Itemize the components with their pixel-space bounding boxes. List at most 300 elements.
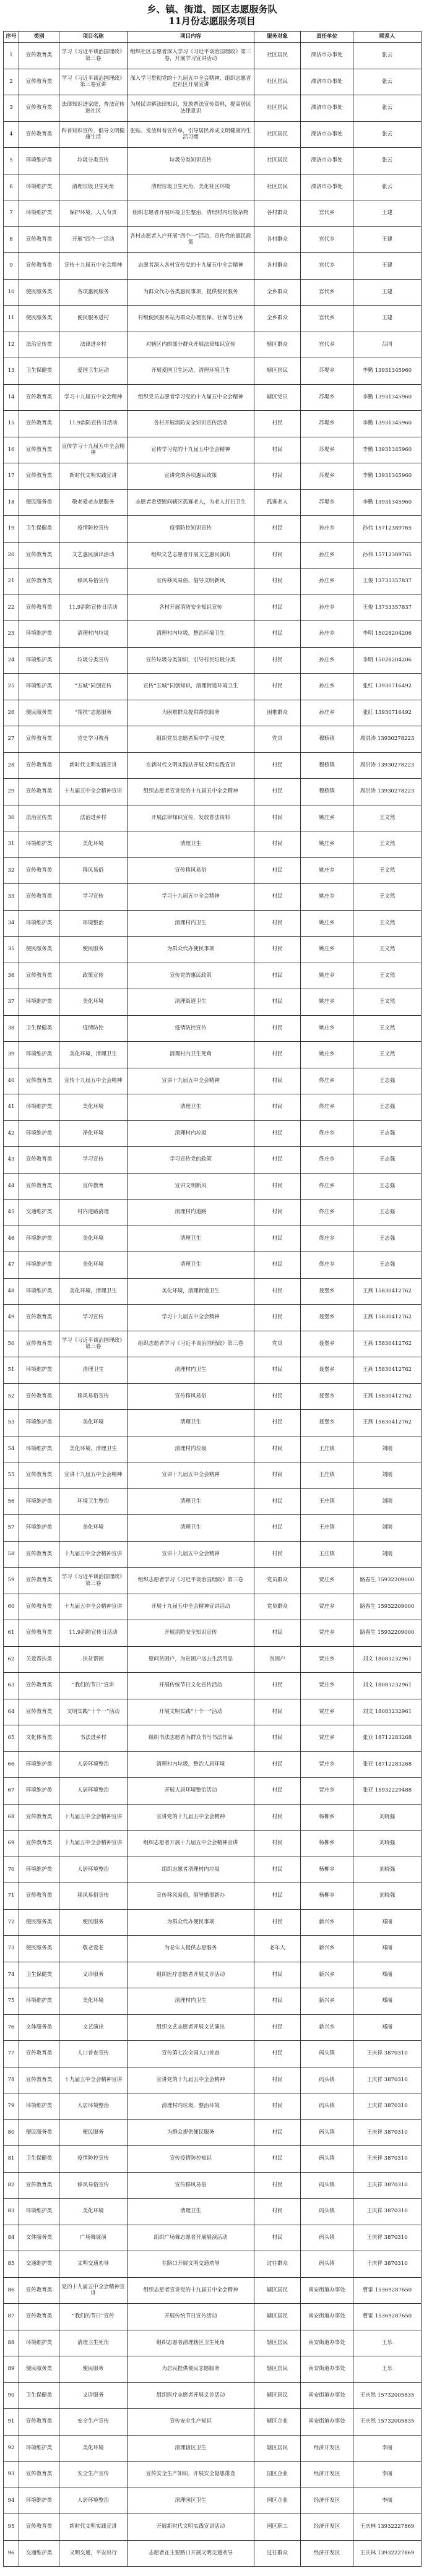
cell-project-content: 学习十九届五中全会精神 bbox=[128, 884, 254, 911]
cell-project-name: 文艺演出 bbox=[59, 2014, 128, 2041]
cell-responsible-unit: 宫代乡 bbox=[301, 332, 353, 358]
cell-seq: 4 bbox=[4, 121, 19, 148]
cell-project-content: 为居民提供便民志愿服务 bbox=[128, 2356, 254, 2383]
cell-service-target: 孤寡老人 bbox=[254, 489, 301, 516]
cell-contact: 周洪涛 13930278223 bbox=[353, 726, 422, 753]
cell-service-target: 党员 bbox=[254, 726, 301, 753]
cell-service-target: 村民 bbox=[254, 2172, 301, 2199]
cell-project-content: 宣传疫情防控知识 bbox=[128, 2146, 254, 2173]
cell-category: 宣传教育类 bbox=[19, 1305, 59, 1331]
cell-category: 环境维护类 bbox=[19, 1988, 59, 2015]
cell-contact: 王志强 bbox=[353, 1094, 422, 1121]
cell-seq: 74 bbox=[4, 1962, 19, 1988]
cell-project-content: 宣传安全生产知识 bbox=[128, 2409, 254, 2436]
table-row bbox=[4, 2462, 422, 2488]
table-row bbox=[4, 384, 422, 411]
cell-category: 文化体育类 bbox=[19, 1725, 59, 1752]
cell-responsible-unit: 宫代乡 bbox=[301, 200, 353, 227]
cell-contact: 王建 bbox=[353, 200, 422, 227]
cell-service-target: 村民 bbox=[254, 963, 301, 989]
table-row bbox=[4, 700, 422, 726]
cell-service-target: 村民 bbox=[254, 1120, 301, 1147]
cell-project-content: 清理卫生 bbox=[128, 1226, 254, 1252]
cell-contact: 张云 bbox=[353, 174, 422, 200]
table-row bbox=[4, 1646, 422, 1673]
table-row bbox=[4, 2251, 422, 2278]
cell-service-target: 村民 bbox=[254, 2146, 301, 2173]
cell-project-content: 清理辖区卫生 bbox=[128, 2435, 254, 2462]
table-row bbox=[4, 43, 422, 69]
cell-contact: 张红 13930716492 bbox=[353, 674, 422, 700]
cell-responsible-unit: 新兴乡 bbox=[301, 1936, 353, 1962]
cell-seq: 88 bbox=[4, 2330, 19, 2356]
cell-category: 宣传教育类 bbox=[19, 95, 59, 122]
cell-seq: 83 bbox=[4, 2199, 19, 2225]
cell-service-target: 辖区企业 bbox=[254, 2409, 301, 2436]
table-header bbox=[4, 32, 422, 43]
cell-project-name: 十九届五中全会精神宣讲 bbox=[59, 1804, 128, 1831]
cell-project-name: 学习《习近平谈治国理政》第三卷 bbox=[59, 1568, 128, 1594]
cell-project-content: 组织广场舞志愿者开展展演活动 bbox=[128, 2225, 254, 2251]
cell-project-name: 美化环境 bbox=[59, 1252, 128, 1279]
cell-contact: 刘文 18083232961 bbox=[353, 1673, 422, 1699]
table-row bbox=[4, 1751, 422, 1778]
cell-seq: 62 bbox=[4, 1646, 19, 1673]
cell-service-target: 村民 bbox=[254, 1252, 301, 1279]
cell-seq: 26 bbox=[4, 700, 19, 726]
cell-service-target: 辖区居民 bbox=[254, 2356, 301, 2383]
table-row bbox=[4, 1278, 422, 1305]
cell-project-name: 美化环境，清理卫生 bbox=[59, 1278, 128, 1305]
cell-project-content: 为群众代办便民事项 bbox=[128, 1909, 254, 1936]
cell-seq: 96 bbox=[4, 2540, 19, 2567]
table-row bbox=[4, 1804, 422, 1831]
cell-seq: 27 bbox=[4, 726, 19, 753]
cell-project-content: 志愿者在主要路口开展文明交通劝导 bbox=[128, 2540, 254, 2567]
cell-category: 宣传教育类 bbox=[19, 2462, 59, 2488]
table-row bbox=[4, 2041, 422, 2067]
cell-project-name: 十九届五中全会精神宣讲 bbox=[59, 1831, 128, 1857]
cell-project-name: “我们的节日”宣讲 bbox=[59, 1673, 128, 1699]
table-row bbox=[4, 2330, 422, 2356]
cell-contact: 王庆祥 3870310 bbox=[353, 2146, 422, 2173]
cell-seq: 46 bbox=[4, 1226, 19, 1252]
cell-project-content: 志愿者深入各村宣传党的十九届五中全会精神 bbox=[128, 253, 254, 280]
cell-responsible-unit: 经济开发区 bbox=[301, 2488, 353, 2514]
cell-project-name: 便民服务进村 bbox=[59, 306, 128, 332]
cell-contact: 路春生 15932209000 bbox=[353, 1594, 422, 1620]
cell-service-target: 党员群众 bbox=[254, 1568, 301, 1594]
cell-contact: 张亚 18712283268 bbox=[353, 1751, 422, 1778]
cell-service-target: 社区居民 bbox=[254, 121, 301, 148]
cell-category: 宣传教育类 bbox=[19, 1331, 59, 1357]
cell-project-name: 保护环境，人人有责 bbox=[59, 200, 128, 227]
cell-service-target: 园区企业 bbox=[254, 2488, 301, 2514]
cell-seq: 51 bbox=[4, 1357, 19, 1384]
cell-seq: 48 bbox=[4, 1278, 19, 1305]
cell-project-name: 环境整治 bbox=[59, 910, 128, 937]
cell-contact: 王庆林 13932227869 bbox=[353, 2514, 422, 2541]
cell-responsible-unit: 杨柳乡 bbox=[301, 1804, 353, 1831]
cell-project-name: 人口普查宣传 bbox=[59, 2041, 128, 2067]
table-row bbox=[4, 2277, 422, 2304]
cell-project-content: 组织志愿者学习《习近平谈治国理政》第三卷 bbox=[128, 1568, 254, 1594]
cell-project-content: 清理卫生 bbox=[128, 2199, 254, 2225]
cell-seq: 30 bbox=[4, 805, 19, 831]
cell-contact: 李明 15028204206 bbox=[353, 621, 422, 648]
cell-project-name: 文明实践“十个一”活动 bbox=[59, 1699, 128, 1725]
cell-project-name: 科普知识宣传，倡导文明健康生活 bbox=[59, 121, 128, 148]
cell-contact: 王俊 13733357837 bbox=[353, 569, 422, 595]
cell-responsible-unit: 贾庄乡 bbox=[301, 1751, 353, 1778]
cell-responsible-unit: 聂堡乡 bbox=[301, 1331, 353, 1357]
cell-contact: 刘晓强 bbox=[353, 1831, 422, 1857]
cell-project-content: 组织社区志愿者深入学习《习近平谈治国理政》第三卷，开展学习宣讲活动 bbox=[128, 43, 254, 69]
cell-category: 宣传教育类 bbox=[19, 884, 59, 911]
cell-project-content: 垃圾分类知识宣传 bbox=[128, 148, 254, 174]
cell-responsible-unit: 经济开发区 bbox=[301, 2435, 353, 2462]
cell-contact: 张云 bbox=[353, 69, 422, 95]
cell-project-content: 组织医疗志愿者开展义诊活动 bbox=[128, 1962, 254, 1988]
cell-project-content: 清理卫生 bbox=[128, 831, 254, 858]
cell-project-name: 11.9消防宣传日活动 bbox=[59, 1620, 128, 1647]
table-row bbox=[4, 1488, 422, 1515]
cell-contact: 张云 bbox=[353, 148, 422, 174]
cell-responsible-unit: 溧济市办事处 bbox=[301, 174, 353, 200]
table-row bbox=[4, 910, 422, 937]
cell-project-content: 组织医疗志愿者开展义诊活动 bbox=[128, 2382, 254, 2409]
cell-contact: 郑丽 bbox=[353, 1988, 422, 2015]
cell-seq: 17 bbox=[4, 463, 19, 490]
cell-category: 文体服务类 bbox=[19, 2225, 59, 2251]
table-body bbox=[4, 43, 422, 2567]
cell-project-name: 新时代文明实践宣讲 bbox=[59, 2514, 128, 2541]
table-row bbox=[4, 1410, 422, 1436]
cell-contact: 李丽 bbox=[353, 2462, 422, 2488]
table-row bbox=[4, 2304, 422, 2330]
cell-service-target: 村民 bbox=[254, 2119, 301, 2146]
cell-category: 环境维护类 bbox=[19, 1515, 59, 1542]
cell-project-name: 美化环境 bbox=[59, 1988, 128, 2015]
cell-category: 宣传教育类 bbox=[19, 463, 59, 490]
column-header-seq: 序号 bbox=[4, 32, 19, 43]
cell-category: 宣传教育类 bbox=[19, 384, 59, 411]
cell-project-content: 疫情防控知识宣传 bbox=[128, 516, 254, 543]
cell-category: 卫生保健类 bbox=[19, 516, 59, 543]
cell-responsible-unit: 码头镇 bbox=[301, 2067, 353, 2093]
cell-responsible-unit: 码头镇 bbox=[301, 2146, 353, 2173]
cell-project-content: 组织党员志愿者学习党的十九届五中全会精神 bbox=[128, 384, 254, 411]
cell-responsible-unit: 经济开发区 bbox=[301, 2514, 353, 2541]
cell-contact: 刘刚 bbox=[353, 1541, 422, 1568]
table-row bbox=[4, 2146, 422, 2173]
cell-service-target: 村民 bbox=[254, 1357, 301, 1384]
cell-project-name: 人居环境整治 bbox=[59, 1778, 128, 1805]
cell-project-name: 美化环境 bbox=[59, 831, 128, 858]
cell-seq: 34 bbox=[4, 910, 19, 937]
cell-category: 宣传教育类 bbox=[19, 1699, 59, 1725]
table-row bbox=[4, 726, 422, 753]
cell-responsible-unit: 南安街道办事处 bbox=[301, 2304, 353, 2330]
cell-responsible-unit: 码头镇 bbox=[301, 2199, 353, 2225]
cell-service-target: 村民 bbox=[254, 1436, 301, 1462]
cell-project-name: 学习十九届五中全会精神 bbox=[59, 384, 128, 411]
cell-service-target: 村民 bbox=[254, 647, 301, 674]
cell-contact: 曹雷 15369287650 bbox=[353, 2304, 422, 2330]
cell-project-name: 移风易俗 bbox=[59, 857, 128, 884]
cell-responsible-unit: 王庄镇 bbox=[301, 1436, 353, 1462]
title-line-1: 乡、镇、街道、园区志愿服务队 bbox=[147, 4, 277, 15]
table-row bbox=[4, 1962, 422, 1988]
cell-contact: 王文然 bbox=[353, 937, 422, 963]
cell-responsible-unit: 溧济市办事处 bbox=[301, 43, 353, 69]
cell-project-content: 宣传安全生产知识，开展安全隐患排查 bbox=[128, 2462, 254, 2488]
table-row bbox=[4, 1699, 422, 1725]
cell-contact: 刘刚 bbox=[353, 1436, 422, 1462]
cell-project-name: 美化环境 bbox=[59, 1094, 128, 1121]
cell-project-content: 组织志愿者开展环境卫生整治，清理村内垃圾杂物 bbox=[128, 200, 254, 227]
cell-seq: 44 bbox=[4, 1173, 19, 1200]
cell-service-target: 村民 bbox=[254, 1857, 301, 1883]
table-row bbox=[4, 2356, 422, 2383]
cell-project-content: 组织志愿者清理村内垃圾 bbox=[128, 1857, 254, 1883]
cell-contact: 王文然 bbox=[353, 831, 422, 858]
cell-responsible-unit: 穆桥镇 bbox=[301, 779, 353, 805]
cell-seq: 14 bbox=[4, 384, 19, 411]
cell-service-target: 村民 bbox=[254, 1515, 301, 1542]
cell-category: 环境维护类 bbox=[19, 2435, 59, 2462]
cell-project-content: 清理村内道路 bbox=[128, 1200, 254, 1226]
cell-category: 关爱帮扶类 bbox=[19, 1646, 59, 1673]
cell-seq: 45 bbox=[4, 1200, 19, 1226]
cell-project-name: 美化环境 bbox=[59, 2435, 128, 2462]
table-row bbox=[4, 752, 422, 779]
cell-category: 宣传教育类 bbox=[19, 437, 59, 463]
cell-service-target: 村民 bbox=[254, 1462, 301, 1489]
cell-service-target: 过往群众 bbox=[254, 2251, 301, 2278]
table-row bbox=[4, 306, 422, 332]
cell-contact: 李勤 13931345960 bbox=[353, 358, 422, 385]
cell-service-target: 村民 bbox=[254, 2067, 301, 2093]
cell-project-content: 为群众提供便民服务 bbox=[128, 2119, 254, 2146]
cell-category: 宣传教育类 bbox=[19, 1147, 59, 1174]
cell-contact: 王庆祥 3870310 bbox=[353, 2093, 422, 2120]
cell-service-target: 困难群众 bbox=[254, 700, 301, 726]
cell-responsible-unit: 孙庄乡 bbox=[301, 595, 353, 621]
cell-contact: 王燕 15830412762 bbox=[353, 1410, 422, 1436]
cell-project-content: 清理村内垃圾 bbox=[128, 1436, 254, 1462]
cell-project-name: 人居环境整治 bbox=[59, 1751, 128, 1778]
cell-contact: 王俊 13733357837 bbox=[353, 595, 422, 621]
cell-seq: 59 bbox=[4, 1568, 19, 1594]
cell-contact: 王志强 bbox=[353, 1226, 422, 1252]
cell-seq: 50 bbox=[4, 1331, 19, 1357]
table-row bbox=[4, 121, 422, 148]
cell-project-name: 宣传十九届五中全会精神 bbox=[59, 253, 128, 280]
table-row bbox=[4, 779, 422, 805]
cell-contact: 王庆祥 3870310 bbox=[353, 2119, 422, 2146]
cell-responsible-unit: 苏堤乡 bbox=[301, 384, 353, 411]
table-row bbox=[4, 1725, 422, 1752]
cell-responsible-unit: 码头镇 bbox=[301, 2225, 353, 2251]
table-row bbox=[4, 1094, 422, 1121]
cell-seq: 39 bbox=[4, 1042, 19, 1068]
cell-category: 环境维护类 bbox=[19, 1778, 59, 1805]
cell-contact: 张云 bbox=[353, 121, 422, 148]
cell-category: 宣传教育类 bbox=[19, 1883, 59, 1910]
cell-responsible-unit: 姚庄乡 bbox=[301, 937, 353, 963]
cell-seq: 37 bbox=[4, 989, 19, 1016]
cell-contact: 王志强 bbox=[353, 1252, 422, 1279]
cell-seq: 33 bbox=[4, 884, 19, 911]
table-row bbox=[4, 1909, 422, 1936]
table-header-row bbox=[4, 32, 422, 43]
cell-responsible-unit: 南安街道办事处 bbox=[301, 2356, 353, 2383]
table-row bbox=[4, 1305, 422, 1331]
cell-responsible-unit: 聂堡乡 bbox=[301, 1410, 353, 1436]
cell-seq: 73 bbox=[4, 1936, 19, 1962]
table-row bbox=[4, 542, 422, 569]
cell-service-target: 村民 bbox=[254, 411, 301, 437]
cell-responsible-unit: 码头镇 bbox=[301, 2251, 353, 2278]
cell-category: 宣传教育类 bbox=[19, 1831, 59, 1857]
cell-responsible-unit: 宫代乡 bbox=[301, 253, 353, 280]
cell-responsible-unit: 溧济市办事处 bbox=[301, 95, 353, 122]
cell-seq: 82 bbox=[4, 2172, 19, 2199]
cell-responsible-unit: 贾庄乡 bbox=[301, 1673, 353, 1699]
cell-seq: 3 bbox=[4, 95, 19, 122]
cell-project-name: 各项惠民服务 bbox=[59, 279, 128, 306]
cell-seq: 38 bbox=[4, 1015, 19, 1042]
table-row bbox=[4, 1620, 422, 1647]
cell-project-content: 宣传党的惠民政策 bbox=[128, 963, 254, 989]
cell-project-name: 11.9消防宣传日活动 bbox=[59, 595, 128, 621]
cell-contact: 李勤 13931345960 bbox=[353, 384, 422, 411]
cell-project-name: 法治进乡村 bbox=[59, 805, 128, 831]
cell-category: 卫生保健类 bbox=[19, 2146, 59, 2173]
table-row bbox=[4, 1357, 422, 1384]
cell-contact: 王文然 bbox=[353, 805, 422, 831]
cell-service-target: 村民 bbox=[254, 857, 301, 884]
cell-category: 环境维护类 bbox=[19, 1042, 59, 1068]
table-row bbox=[4, 1042, 422, 1068]
cell-service-target: 村民 bbox=[254, 831, 301, 858]
cell-project-name: 宣传教育 bbox=[59, 1173, 128, 1200]
cell-responsible-unit: 姚庄乡 bbox=[301, 1042, 353, 1068]
cell-service-target: 村民 bbox=[254, 516, 301, 543]
table-row bbox=[4, 1568, 422, 1594]
cell-category: 环境维护类 bbox=[19, 2330, 59, 2356]
cell-seq: 23 bbox=[4, 621, 19, 648]
cell-category: 宣传教育类 bbox=[19, 2067, 59, 2093]
cell-contact: 周洪涛 13930278223 bbox=[353, 779, 422, 805]
cell-project-name: 11.9消防宣传日活动 bbox=[59, 411, 128, 437]
cell-responsible-unit: 南安街道办事处 bbox=[301, 2409, 353, 2436]
cell-contact: 吕同 bbox=[353, 332, 422, 358]
cell-category: 环境维护类 bbox=[19, 647, 59, 674]
cell-seq: 94 bbox=[4, 2488, 19, 2514]
cell-seq: 7 bbox=[4, 200, 19, 227]
cell-service-target: 村民 bbox=[254, 1383, 301, 1410]
cell-service-target: 辖区居民 bbox=[254, 2435, 301, 2462]
cell-responsible-unit: 码头镇 bbox=[301, 2093, 353, 2120]
cell-category: 宣传教育类 bbox=[19, 1383, 59, 1410]
cell-contact: 王文然 bbox=[353, 910, 422, 937]
cell-service-target: 村民 bbox=[254, 1620, 301, 1647]
cell-seq: 92 bbox=[4, 2435, 19, 2462]
cell-seq: 49 bbox=[4, 1305, 19, 1331]
cell-responsible-unit: 宫代乡 bbox=[301, 226, 353, 253]
cell-seq: 93 bbox=[4, 2462, 19, 2488]
cell-category: 环境维护类 bbox=[19, 1278, 59, 1305]
cell-responsible-unit: 佟庄乡 bbox=[301, 1094, 353, 1121]
cell-service-target: 村民 bbox=[254, 884, 301, 911]
cell-seq: 47 bbox=[4, 1252, 19, 1279]
cell-project-name: 政策宣传 bbox=[59, 963, 128, 989]
cell-category: 环境维护类 bbox=[19, 174, 59, 200]
cell-service-target: 村民 bbox=[254, 1068, 301, 1094]
cell-responsible-unit: 孙庄乡 bbox=[301, 647, 353, 674]
cell-service-target: 村民 bbox=[254, 1778, 301, 1805]
cell-category: 宣传教育类 bbox=[19, 2409, 59, 2436]
cell-contact: 路春生 15932209000 bbox=[353, 1620, 422, 1647]
cell-responsible-unit: 新兴乡 bbox=[301, 2014, 353, 2041]
cell-responsible-unit: 姚庄乡 bbox=[301, 963, 353, 989]
cell-project-content: 宣讲十九届五中全会精神 bbox=[128, 1068, 254, 1094]
cell-seq: 9 bbox=[4, 253, 19, 280]
cell-service-target: 村民 bbox=[254, 1042, 301, 1068]
cell-project-content: 开展爱国卫生运动，清理环境卫生 bbox=[128, 358, 254, 385]
table-row bbox=[4, 1015, 422, 1042]
table-row bbox=[4, 463, 422, 490]
cell-service-target: 村民 bbox=[254, 1909, 301, 1936]
cell-seq: 32 bbox=[4, 857, 19, 884]
cell-responsible-unit: 贾庄乡 bbox=[301, 1699, 353, 1725]
cell-project-name: 扶贫帮困 bbox=[59, 1646, 128, 1673]
cell-seq: 80 bbox=[4, 2119, 19, 2146]
cell-service-target: 村民 bbox=[254, 1094, 301, 1121]
cell-project-name: 移风易俗宣传 bbox=[59, 1883, 128, 1910]
cell-contact: 王燕 15830412762 bbox=[353, 1331, 422, 1357]
cell-seq: 22 bbox=[4, 595, 19, 621]
cell-contact: 王文然 bbox=[353, 1042, 422, 1068]
cell-contact: 李勤 13931345960 bbox=[353, 463, 422, 490]
cell-project-content: 宣传垃圾分类知识，引导村民垃圾分类 bbox=[128, 647, 254, 674]
cell-project-content: 为困难群众提供帮扶服务 bbox=[128, 700, 254, 726]
cell-responsible-unit: 贾庄乡 bbox=[301, 1725, 353, 1752]
cell-project-name: 学习宣传 bbox=[59, 1147, 128, 1174]
cell-category: 环境维护类 bbox=[19, 148, 59, 174]
cell-project-content: 慰问贫困户，为贫困户送去生活用品 bbox=[128, 1646, 254, 1673]
cell-service-target: 全乡群众 bbox=[254, 306, 301, 332]
column-header-category: 类别 bbox=[19, 32, 59, 43]
cell-project-name: 人居环境整治 bbox=[59, 2093, 128, 2120]
cell-seq: 31 bbox=[4, 831, 19, 858]
cell-project-name: 法律知识进家庭，普法宣传进社区 bbox=[59, 95, 128, 122]
cell-responsible-unit: 宫代乡 bbox=[301, 306, 353, 332]
cell-project-content: 宣传移风易俗 bbox=[128, 1383, 254, 1410]
cell-service-target: 村民 bbox=[254, 989, 301, 1016]
cell-project-name: 学习宣传 bbox=[59, 1305, 128, 1331]
cell-category: 宣传教育类 bbox=[19, 1673, 59, 1699]
cell-service-target: 辖区居民 bbox=[254, 2304, 301, 2330]
cell-contact: 曹雷 15369287650 bbox=[353, 2277, 422, 2304]
cell-contact: 郑丽 bbox=[353, 1962, 422, 1988]
cell-category: 宣传教育类 bbox=[19, 1173, 59, 1200]
cell-project-content: 清理村内卫生 bbox=[128, 1357, 254, 1384]
cell-service-target: 社区居民 bbox=[254, 95, 301, 122]
cell-project-content: 村级便民服务站为群众办理医保、社保等业务 bbox=[128, 306, 254, 332]
